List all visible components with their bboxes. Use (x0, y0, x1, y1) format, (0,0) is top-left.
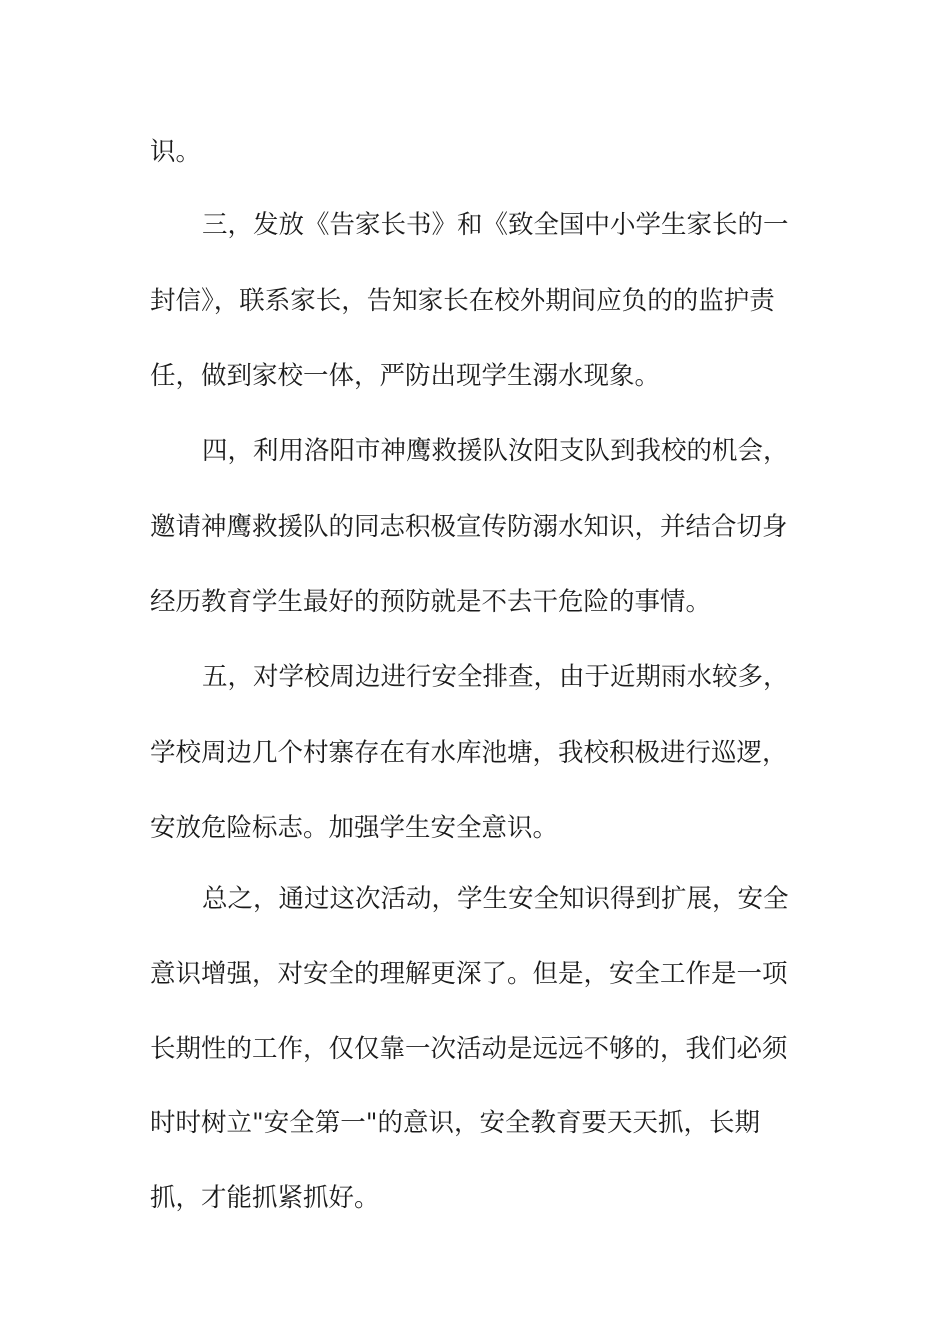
text-line: 意识增强，对安全的理解更深了。但是，安全工作是一项 (150, 959, 788, 989)
paragraph-start-line: 五，对学校周边进行安全排查，由于近期雨水较多， (202, 662, 789, 692)
text-line: 邀请神鹰救援队的同志积极宣传防溺水知识，并结合切身 (150, 512, 788, 542)
paragraph-start-line: 三，发放《告家长书》和《致全国中小学生家长的一 (202, 210, 789, 240)
text-line: 任，做到家校一体，严防出现学生溺水现象。 (150, 361, 661, 391)
text-line: 识。 (150, 137, 202, 167)
text-line: 抓，才能抓紧抓好。 (150, 1183, 380, 1213)
paragraph-start-line: 总之，通过这次活动，学生安全知识得到扩展，安全 (202, 884, 789, 914)
text-line: 学校周边几个村寨存在有水库池塘，我校积极进行巡逻， (150, 738, 788, 768)
paragraph-start-line: 四，利用洛阳市神鹰救援队汝阳支队到我校的机会， (202, 436, 789, 466)
text-line: 经历教育学生最好的预防就是不去干危险的事情。 (150, 587, 712, 617)
text-line: 安放危险标志。加强学生安全意识。 (150, 813, 559, 843)
text-line: 封信》，联系家长，告知家长在校外期间应负的的监护责 (150, 286, 775, 316)
text-line: 时时树立"安全第一"的意识，安全教育要天天抓，长期 (150, 1108, 760, 1138)
text-line: 长期性的工作，仅仅靠一次活动是远远不够的，我们必须 (150, 1034, 788, 1064)
